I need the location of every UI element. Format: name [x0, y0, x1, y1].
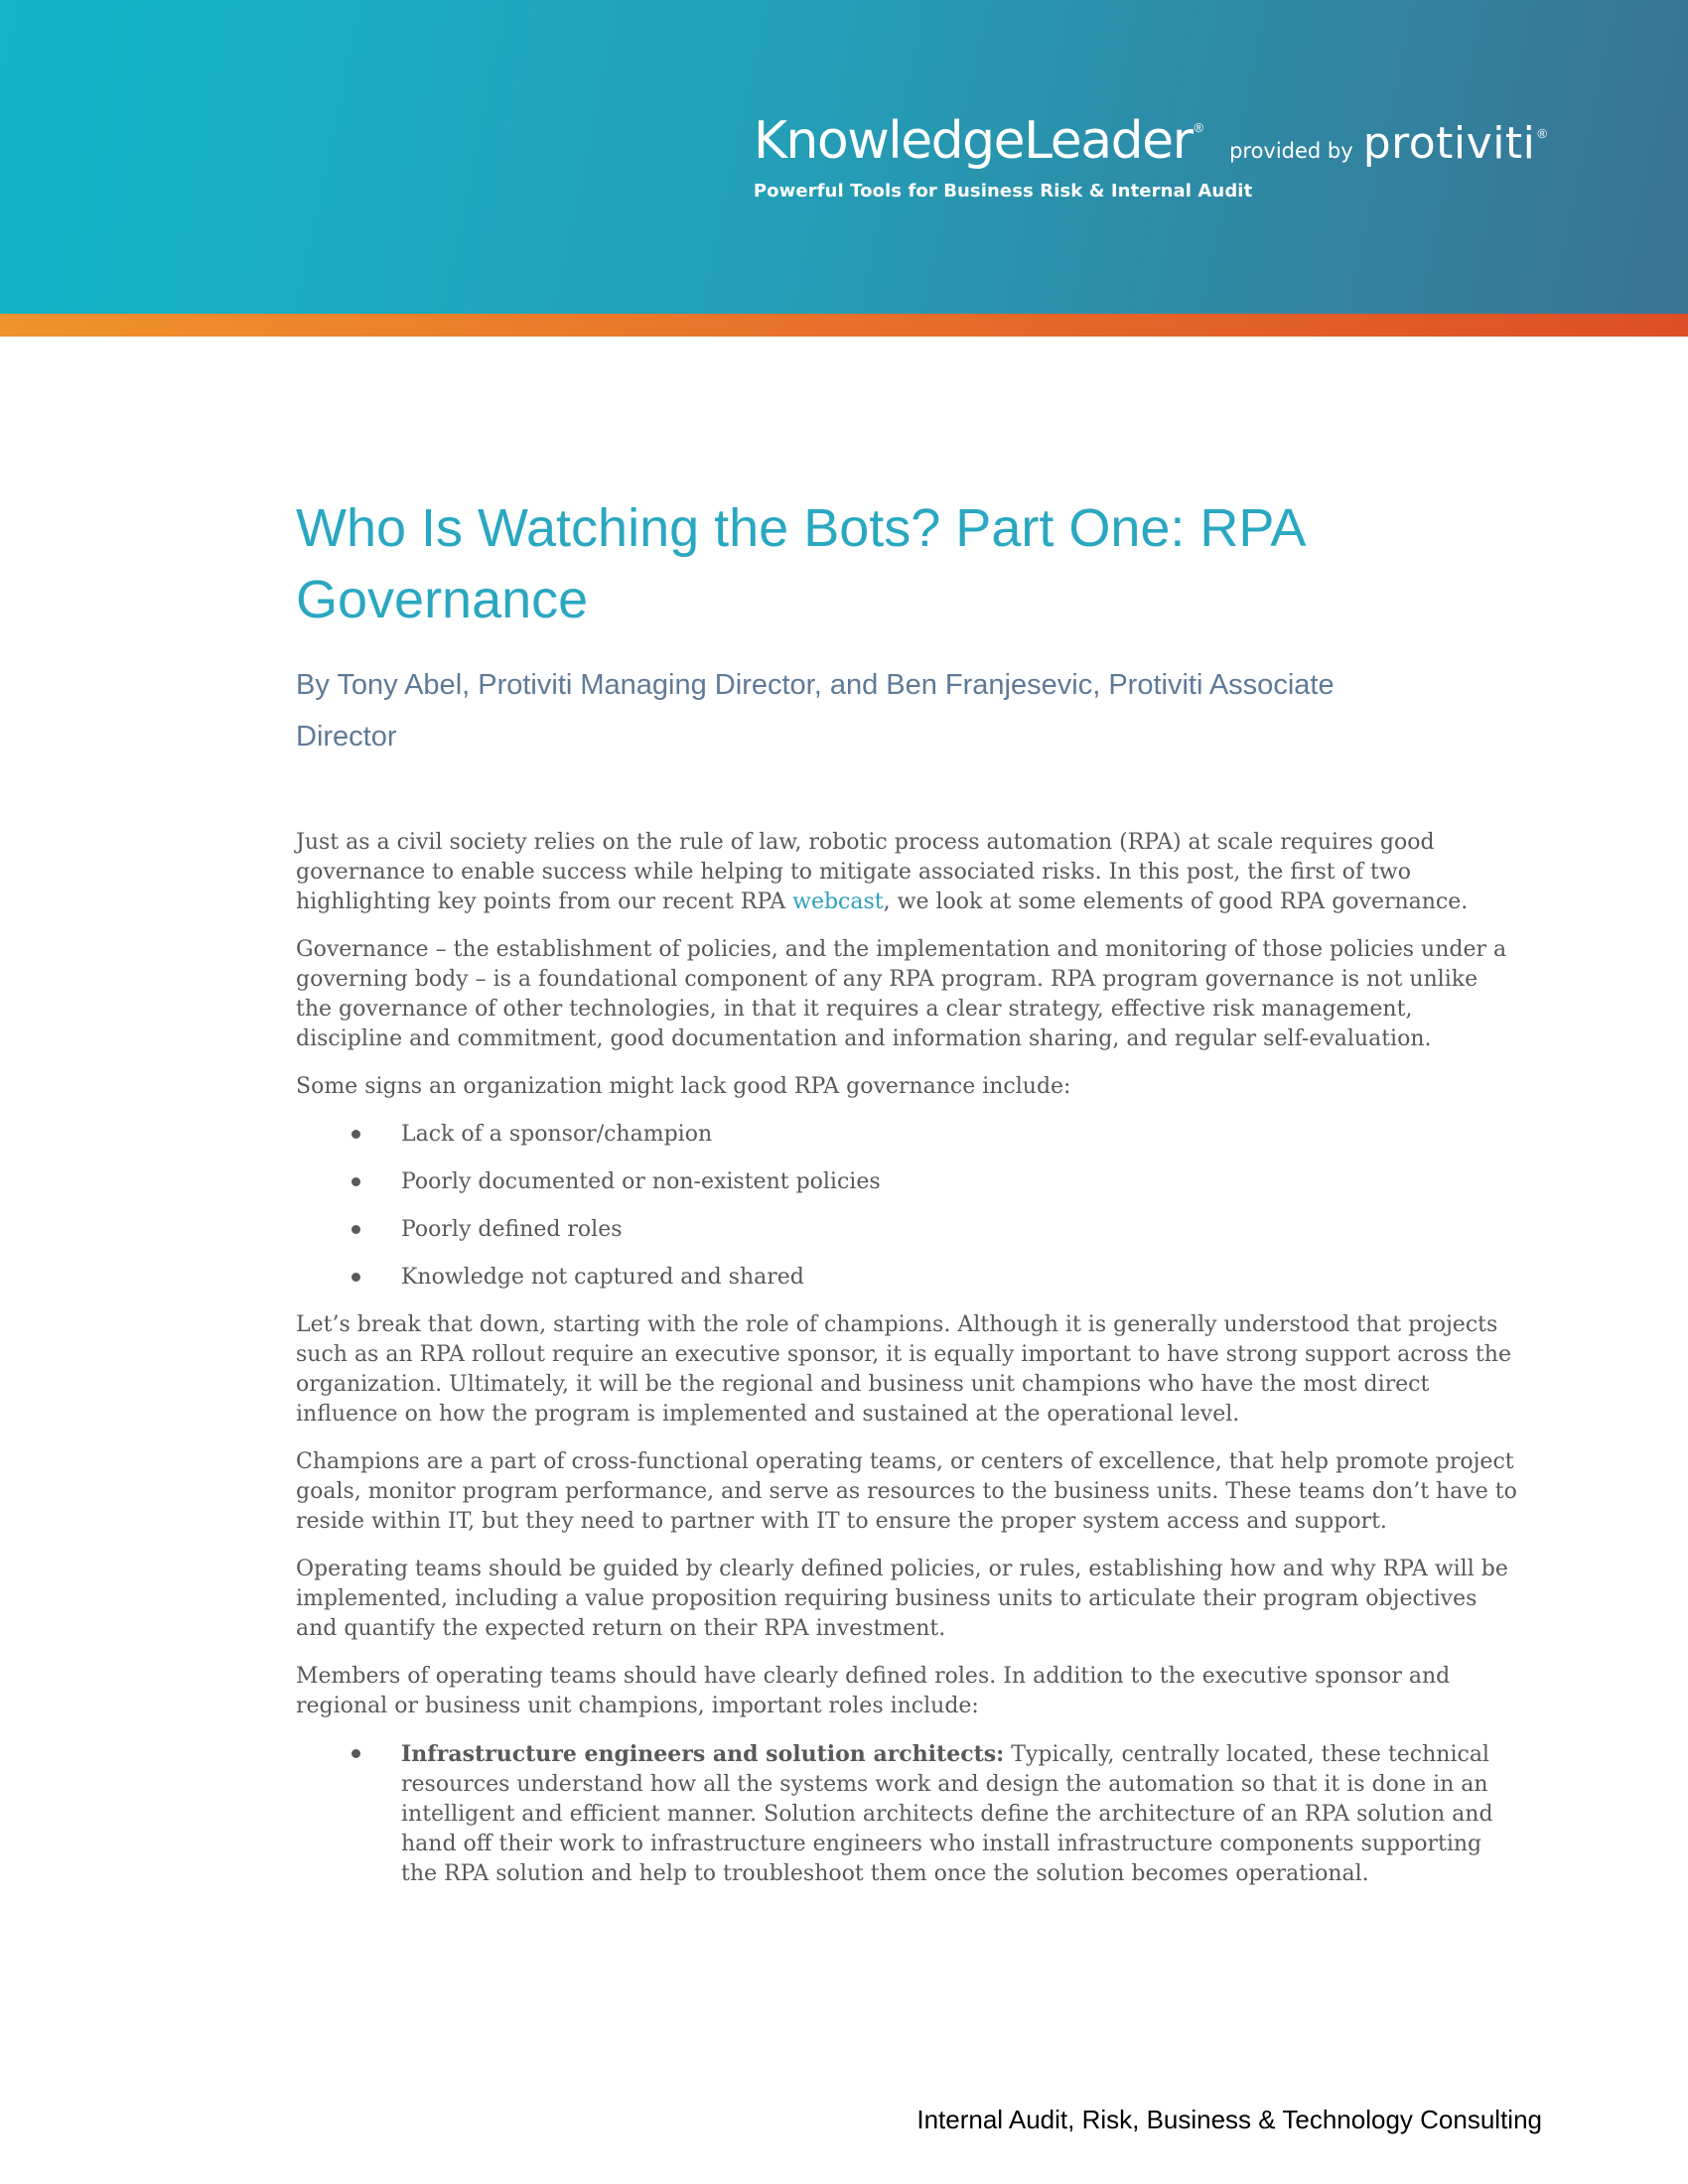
bullet-icon	[352, 1273, 360, 1282]
brand-wordmark: KnowledgeLeader	[753, 111, 1193, 171]
roles-list	[296, 1739, 1517, 1889]
governance-paragraph: Governance – the establishment of policies, and the implementation and monitoring of those policies under a governing body – is a foundational component of any RPA program. RPA program governance is not unlike the governance of other technologies, in that it requires a clear strategy, effective risk management, discipline and commitment, good documentation and information sharing, and regular self-evaluation.	[296, 937, 1507, 1051]
protiviti-wordmark: protiviti	[1362, 118, 1536, 169]
provided-by-label: provided by	[1229, 139, 1353, 163]
intro-paragraph	[296, 828, 1517, 917]
signs-intro: Some signs an organization might lack good RPA governance include:	[296, 1074, 1071, 1099]
article-text	[296, 828, 1517, 1889]
intro-text-after-link: , we look at some elements of good RPA governance.	[883, 889, 1469, 914]
brand-tagline: Powerful Tools for Business Risk & Internal Audit	[753, 181, 1253, 202]
list-item	[296, 1215, 1517, 1245]
list-item	[296, 1167, 1517, 1197]
champions-paragraph: Let’s break that down, starting with the role of champions. Although it is generally understood that projects such as an RPA rollout require an executive sponsor, it is equally important to have strong support across the organization. Ultimately, it will be the regional and business unit champions who have the most direct influence on how the program is implemented and sustained at the operational level.	[296, 1312, 1511, 1427]
role-title: Infrastructure engineers and solution architects:	[401, 1741, 1005, 1767]
list-item-text: Poorly defined roles	[401, 1217, 623, 1242]
article-body	[296, 492, 1517, 1907]
bullet-icon	[352, 1130, 360, 1139]
orange-accent-bar	[0, 314, 1688, 337]
list-item	[296, 1263, 1517, 1293]
list-item	[296, 1120, 1517, 1150]
bullet-icon	[352, 1177, 360, 1186]
roles-intro: Members of operating teams should have clearly defined roles. In addition to the executive sponsor and regional or business unit champions, important roles include:	[296, 1664, 1451, 1718]
teams-paragraph: Champions are a part of cross-functional operating teams, or centers of excellence, that help promote project goals, monitor program performance, and serve as resources to the business units. These teams don’t have to reside within IT, but they need to partner with IT to ensure the proper system access and support.	[296, 1449, 1517, 1534]
list-item-text: Poorly documented or non-existent policies	[401, 1169, 881, 1194]
intro-text-before-link: Just as a civil society relies on the rule of law, robotic process automation (RPA) at scale requires good governance to enable success while helping to mitigate associated risks. In this post, the first of two highlighting key points from our recent RPA	[296, 830, 1435, 914]
registered-mark-icon: ®	[1194, 120, 1204, 135]
knowledgeleader-logo	[753, 111, 1547, 202]
role-description: Typically, centrally located, these technical resources understand how all the systems work and design the automation so that it is done in an intelligent and efficient manner. Solution architects define the architecture of an RPA solution and hand off their work to infrastructure engineers who install infrastructure components supporting the RPA solution and help to troubleshoot them once the solution becomes operational.	[401, 1742, 1493, 1886]
list-item-text: Knowledge not captured and shared	[401, 1265, 804, 1290]
footer-tagline: Internal Audit, Risk, Business & Technology Consulting	[916, 2105, 1542, 2134]
bullet-icon	[352, 1225, 360, 1234]
bullet-icon	[352, 1749, 360, 1758]
masthead	[0, 0, 1688, 314]
page-title: Who Is Watching the Bots? Part One: RPA Governance	[296, 498, 1304, 629]
list-item-text: Lack of a sponsor/champion	[401, 1122, 713, 1147]
webcast-link[interactable]: webcast	[792, 889, 884, 914]
signs-list	[296, 1120, 1517, 1293]
byline: By Tony Abel, Protiviti Managing Director, and Ben Franjesevic, Protiviti Associate Director	[296, 669, 1335, 752]
policies-paragraph: Operating teams should be guided by clearly defined policies, or rules, establishing how and why RPA will be implemented, including a value proposition requiring business units to articulate their program objectives and quantify the expected return on their RPA investment.	[296, 1557, 1508, 1641]
registered-mark-icon: ®	[1537, 126, 1547, 141]
list-item	[296, 1739, 1517, 1889]
